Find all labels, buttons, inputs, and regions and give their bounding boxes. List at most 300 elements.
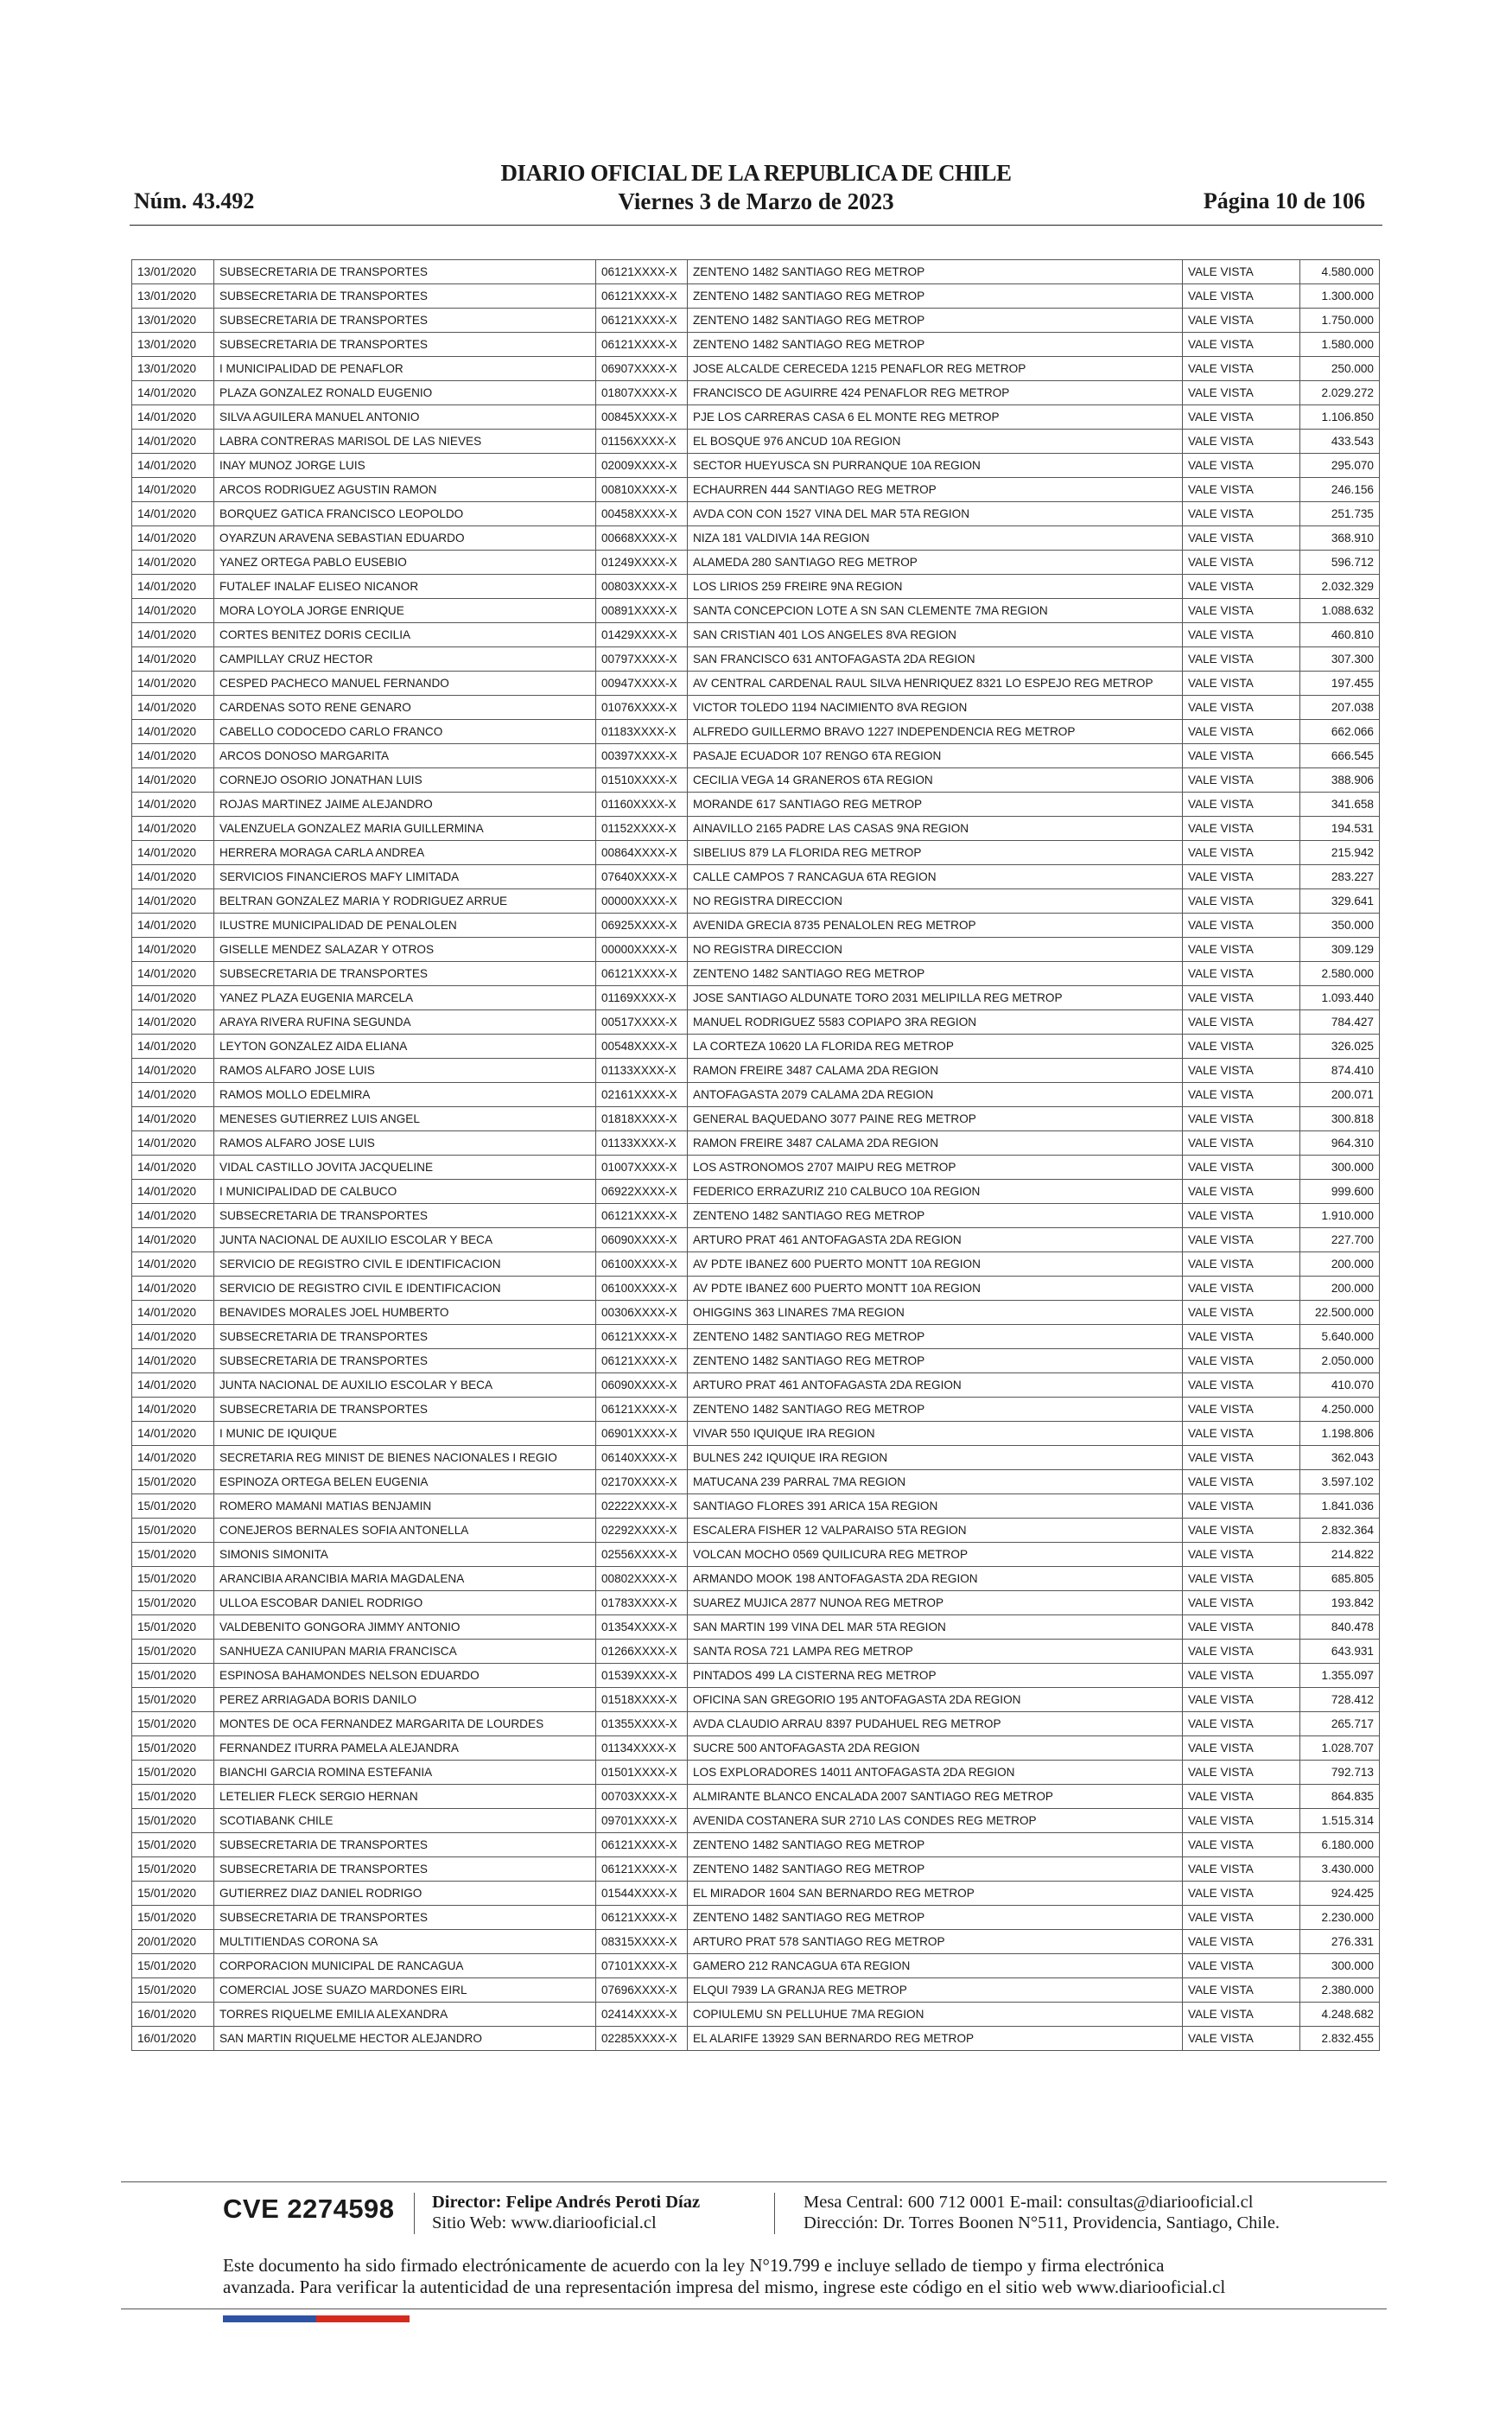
table-row xyxy=(132,647,1380,672)
row-payment-type: VALE VISTA xyxy=(1183,914,1300,938)
contact-line: Mesa Central: 600 712 0001 E-mail: consultas@diariooficial.cl xyxy=(804,2193,1254,2212)
row-rut: 00845XXXX-X xyxy=(596,405,688,430)
row-name: RAMOS ALFARO JOSE LUIS xyxy=(214,1131,596,1156)
row-rut: 02292XXXX-X xyxy=(596,1519,688,1543)
row-rut: 06121XXXX-X xyxy=(596,1204,688,1228)
row-payment-type: VALE VISTA xyxy=(1183,1591,1300,1615)
row-name: ARCOS DONOSO MARGARITA xyxy=(214,744,596,768)
row-name: LETELIER FLECK SERGIO HERNAN xyxy=(214,1785,596,1809)
row-amount: 666.545 xyxy=(1300,744,1380,768)
row-name: SUBSECRETARIA DE TRANSPORTES xyxy=(214,962,596,986)
row-rut: 01007XXXX-X xyxy=(596,1156,688,1180)
row-date: 14/01/2020 xyxy=(132,526,214,551)
row-rut: 01133XXXX-X xyxy=(596,1059,688,1083)
table-row xyxy=(132,1446,1380,1470)
row-payment-type: VALE VISTA xyxy=(1183,1035,1300,1059)
table-row xyxy=(132,1591,1380,1615)
row-address: ZENTENO 1482 SANTIAGO REG METROP xyxy=(688,962,1183,986)
row-amount: 874.410 xyxy=(1300,1059,1380,1083)
row-payment-type: VALE VISTA xyxy=(1183,1567,1300,1591)
row-date: 14/01/2020 xyxy=(132,454,214,478)
row-address: SUAREZ MUJICA 2877 NUNOA REG METROP xyxy=(688,1591,1183,1615)
row-amount: 194.531 xyxy=(1300,817,1380,841)
row-rut: 01156XXXX-X xyxy=(596,430,688,454)
row-amount: 1.750.000 xyxy=(1300,309,1380,333)
signature-note-line-2: avanzada. Para verificar la autenticidad de una representación impresa del mismo, ingrese este código en el sitio web www.diariooficial.cl xyxy=(223,2277,1226,2297)
row-address: ZENTENO 1482 SANTIAGO REG METROP xyxy=(688,1349,1183,1373)
row-address: CECILIA VEGA 14 GRANEROS 6TA REGION xyxy=(688,768,1183,793)
row-amount: 1.300.000 xyxy=(1300,284,1380,309)
row-rut: 01169XXXX-X xyxy=(596,986,688,1010)
row-date: 15/01/2020 xyxy=(132,1470,214,1494)
row-name: SUBSECRETARIA DE TRANSPORTES xyxy=(214,309,596,333)
row-date: 14/01/2020 xyxy=(132,1131,214,1156)
row-amount: 2.050.000 xyxy=(1300,1349,1380,1373)
row-address: ALMIRANTE BLANCO ENCALADA 2007 SANTIAGO REG METROP xyxy=(688,1785,1183,1809)
table-row xyxy=(132,1930,1380,1954)
table-row xyxy=(132,405,1380,430)
row-rut: 01807XXXX-X xyxy=(596,381,688,405)
table-row xyxy=(132,2027,1380,2051)
row-payment-type: VALE VISTA xyxy=(1183,1978,1300,2003)
table-row xyxy=(132,284,1380,309)
row-name: BIANCHI GARCIA ROMINA ESTEFANIA xyxy=(214,1761,596,1785)
table-row xyxy=(132,551,1380,575)
table-row xyxy=(132,454,1380,478)
table-row xyxy=(132,1059,1380,1083)
row-amount: 341.658 xyxy=(1300,793,1380,817)
row-amount: 300.000 xyxy=(1300,1156,1380,1180)
row-address: VICTOR TOLEDO 1194 NACIMIENTO 8VA REGION xyxy=(688,696,1183,720)
row-address: ECHAURREN 444 SANTIAGO REG METROP xyxy=(688,478,1183,502)
table-row xyxy=(132,1010,1380,1035)
row-name: VALENZUELA GONZALEZ MARIA GUILLERMINA xyxy=(214,817,596,841)
row-name: SERVICIOS FINANCIEROS MAFY LIMITADA xyxy=(214,865,596,889)
row-amount: 864.835 xyxy=(1300,1785,1380,1809)
row-payment-type: VALE VISTA xyxy=(1183,357,1300,381)
row-address: AVDA CLAUDIO ARRAU 8397 PUDAHUEL REG METROP xyxy=(688,1712,1183,1736)
row-payment-type: VALE VISTA xyxy=(1183,1640,1300,1664)
row-rut: 06121XXXX-X xyxy=(596,333,688,357)
row-rut: 01134XXXX-X xyxy=(596,1736,688,1761)
row-payment-type: VALE VISTA xyxy=(1183,1833,1300,1857)
director-line: Director: Felipe Andrés Peroti Díaz xyxy=(432,2193,701,2212)
row-date: 14/01/2020 xyxy=(132,1252,214,1277)
row-amount: 924.425 xyxy=(1300,1882,1380,1906)
row-rut: 06121XXXX-X xyxy=(596,1349,688,1373)
row-name: ROJAS MARTINEZ JAIME ALEJANDRO xyxy=(214,793,596,817)
row-date: 14/01/2020 xyxy=(132,1059,214,1083)
row-date: 14/01/2020 xyxy=(132,1156,214,1180)
row-payment-type: VALE VISTA xyxy=(1183,744,1300,768)
row-name: OYARZUN ARAVENA SEBASTIAN EDUARDO xyxy=(214,526,596,551)
row-rut: 06090XXXX-X xyxy=(596,1228,688,1252)
row-name: ILUSTRE MUNICIPALIDAD DE PENALOLEN xyxy=(214,914,596,938)
row-rut: 06121XXXX-X xyxy=(596,1857,688,1882)
row-rut: 06121XXXX-X xyxy=(596,1398,688,1422)
row-address: VIVAR 550 IQUIQUE IRA REGION xyxy=(688,1422,1183,1446)
row-amount: 388.906 xyxy=(1300,768,1380,793)
row-payment-type: VALE VISTA xyxy=(1183,1615,1300,1640)
row-date: 14/01/2020 xyxy=(132,1228,214,1252)
row-name: RAMOS MOLLO EDELMIRA xyxy=(214,1083,596,1107)
row-rut: 00306XXXX-X xyxy=(596,1301,688,1325)
table-row xyxy=(132,1131,1380,1156)
row-address: JOSE ALCALDE CERECEDA 1215 PENAFLOR REG METROP xyxy=(688,357,1183,381)
row-payment-type: VALE VISTA xyxy=(1183,938,1300,962)
row-date: 15/01/2020 xyxy=(132,1688,214,1712)
row-rut: 00803XXXX-X xyxy=(596,575,688,599)
row-payment-type: VALE VISTA xyxy=(1183,1906,1300,1930)
row-name: ARANCIBIA ARANCIBIA MARIA MAGDALENA xyxy=(214,1567,596,1591)
cve-code: CVE 2274598 xyxy=(223,2194,395,2224)
row-rut: 01783XXXX-X xyxy=(596,1591,688,1615)
row-rut: 00548XXXX-X xyxy=(596,1035,688,1059)
row-rut: 00891XXXX-X xyxy=(596,599,688,623)
row-date: 13/01/2020 xyxy=(132,333,214,357)
row-payment-type: VALE VISTA xyxy=(1183,1107,1300,1131)
row-amount: 207.038 xyxy=(1300,696,1380,720)
row-payment-type: VALE VISTA xyxy=(1183,865,1300,889)
table-row xyxy=(132,1180,1380,1204)
table-row xyxy=(132,1664,1380,1688)
website-line: Sitio Web: www.diariooficial.cl xyxy=(432,2213,657,2232)
row-name: PEREZ ARRIAGADA BORIS DANILO xyxy=(214,1688,596,1712)
row-amount: 4.580.000 xyxy=(1300,260,1380,284)
row-address: AV PDTE IBANEZ 600 PUERTO MONTT 10A REGION xyxy=(688,1277,1183,1301)
row-rut: 06121XXXX-X xyxy=(596,309,688,333)
row-rut: 00397XXXX-X xyxy=(596,744,688,768)
row-payment-type: VALE VISTA xyxy=(1183,575,1300,599)
row-name: SECRETARIA REG MINIST DE BIENES NACIONALES I REGIO xyxy=(214,1446,596,1470)
row-amount: 214.822 xyxy=(1300,1543,1380,1567)
row-name: SILVA AGUILERA MANUEL ANTONIO xyxy=(214,405,596,430)
row-payment-type: VALE VISTA xyxy=(1183,1083,1300,1107)
table-row xyxy=(132,1277,1380,1301)
row-address: SUCRE 500 ANTOFAGASTA 2DA REGION xyxy=(688,1736,1183,1761)
table-row xyxy=(132,1615,1380,1640)
row-amount: 999.600 xyxy=(1300,1180,1380,1204)
row-rut: 01354XXXX-X xyxy=(596,1615,688,1640)
row-payment-type: VALE VISTA xyxy=(1183,478,1300,502)
row-date: 15/01/2020 xyxy=(132,1519,214,1543)
row-rut: 09701XXXX-X xyxy=(596,1809,688,1833)
row-rut: 01510XXXX-X xyxy=(596,768,688,793)
row-amount: 1.355.097 xyxy=(1300,1664,1380,1688)
row-payment-type: VALE VISTA xyxy=(1183,1010,1300,1035)
row-rut: 02222XXXX-X xyxy=(596,1494,688,1519)
row-name: I MUNICIPALIDAD DE PENAFLOR xyxy=(214,357,596,381)
row-amount: 2.029.272 xyxy=(1300,381,1380,405)
table-row xyxy=(132,1252,1380,1277)
row-payment-type: VALE VISTA xyxy=(1183,1857,1300,1882)
row-amount: 246.156 xyxy=(1300,478,1380,502)
row-name: SUBSECRETARIA DE TRANSPORTES xyxy=(214,1325,596,1349)
row-rut: 06121XXXX-X xyxy=(596,962,688,986)
row-name: CORNEJO OSORIO JONATHAN LUIS xyxy=(214,768,596,793)
row-address: MORANDE 617 SANTIAGO REG METROP xyxy=(688,793,1183,817)
row-date: 15/01/2020 xyxy=(132,1543,214,1567)
row-name: SUBSECRETARIA DE TRANSPORTES xyxy=(214,260,596,284)
row-amount: 309.129 xyxy=(1300,938,1380,962)
row-rut: 01544XXXX-X xyxy=(596,1882,688,1906)
row-name: SAN MARTIN RIQUELME HECTOR ALEJANDRO xyxy=(214,2027,596,2051)
row-amount: 596.712 xyxy=(1300,551,1380,575)
row-date: 14/01/2020 xyxy=(132,1373,214,1398)
row-date: 15/01/2020 xyxy=(132,1954,214,1978)
row-date: 14/01/2020 xyxy=(132,696,214,720)
signature-note-line-1: Este documento ha sido firmado electrónicamente de acuerdo con la ley N°19.799 e incluye sellado de tiempo y firma electrónica xyxy=(223,2255,1165,2276)
row-date: 15/01/2020 xyxy=(132,1736,214,1761)
row-address: AVENIDA GRECIA 8735 PENALOLEN REG METROP xyxy=(688,914,1183,938)
row-date: 16/01/2020 xyxy=(132,2027,214,2051)
row-address: ARTURO PRAT 461 ANTOFAGASTA 2DA REGION xyxy=(688,1373,1183,1398)
row-amount: 193.842 xyxy=(1300,1591,1380,1615)
row-rut: 02009XXXX-X xyxy=(596,454,688,478)
row-name: SUBSECRETARIA DE TRANSPORTES xyxy=(214,1906,596,1930)
table-row xyxy=(132,914,1380,938)
row-address: ZENTENO 1482 SANTIAGO REG METROP xyxy=(688,333,1183,357)
table-row xyxy=(132,1301,1380,1325)
table-row xyxy=(132,1349,1380,1373)
row-rut: 01539XXXX-X xyxy=(596,1664,688,1688)
row-amount: 2.032.329 xyxy=(1300,575,1380,599)
row-amount: 4.248.682 xyxy=(1300,2003,1380,2027)
row-name: RAMOS ALFARO JOSE LUIS xyxy=(214,1059,596,1083)
table-row xyxy=(132,1156,1380,1180)
row-payment-type: VALE VISTA xyxy=(1183,430,1300,454)
table-row xyxy=(132,1736,1380,1761)
row-payment-type: VALE VISTA xyxy=(1183,1180,1300,1204)
table-row xyxy=(132,793,1380,817)
row-name: MULTITIENDAS CORONA SA xyxy=(214,1930,596,1954)
table-row xyxy=(132,1567,1380,1591)
table-row xyxy=(132,1882,1380,1906)
row-amount: 307.300 xyxy=(1300,647,1380,672)
row-address: PJE LOS CARRERAS CASA 6 EL MONTE REG METROP xyxy=(688,405,1183,430)
row-date: 14/01/2020 xyxy=(132,405,214,430)
row-address: ZENTENO 1482 SANTIAGO REG METROP xyxy=(688,1906,1183,1930)
row-rut: 01249XXXX-X xyxy=(596,551,688,575)
row-date: 14/01/2020 xyxy=(132,938,214,962)
flag-stripe xyxy=(223,2315,410,2322)
table-row xyxy=(132,1470,1380,1494)
row-rut: 00000XXXX-X xyxy=(596,889,688,914)
row-payment-type: VALE VISTA xyxy=(1183,672,1300,696)
row-amount: 1.088.632 xyxy=(1300,599,1380,623)
row-amount: 433.543 xyxy=(1300,430,1380,454)
row-payment-type: VALE VISTA xyxy=(1183,1277,1300,1301)
row-name: HERRERA MORAGA CARLA ANDREA xyxy=(214,841,596,865)
row-payment-type: VALE VISTA xyxy=(1183,551,1300,575)
row-name: BENAVIDES MORALES JOEL HUMBERTO xyxy=(214,1301,596,1325)
table-row xyxy=(132,1543,1380,1567)
row-date: 14/01/2020 xyxy=(132,430,214,454)
row-date: 15/01/2020 xyxy=(132,1494,214,1519)
row-payment-type: VALE VISTA xyxy=(1183,1373,1300,1398)
footer-separator-2 xyxy=(774,2193,775,2234)
row-address: FEDERICO ERRAZURIZ 210 CALBUCO 10A REGION xyxy=(688,1180,1183,1204)
row-name: SCOTIABANK CHILE xyxy=(214,1809,596,1833)
row-payment-type: VALE VISTA xyxy=(1183,1785,1300,1809)
row-rut: 00864XXXX-X xyxy=(596,841,688,865)
row-rut: 01355XXXX-X xyxy=(596,1712,688,1736)
row-address: EL ALARIFE 13929 SAN BERNARDO REG METROP xyxy=(688,2027,1183,2051)
table-row xyxy=(132,1373,1380,1398)
row-date: 15/01/2020 xyxy=(132,1809,214,1833)
row-rut: 00802XXXX-X xyxy=(596,1567,688,1591)
row-name: FUTALEF INALAF ELISEO NICANOR xyxy=(214,575,596,599)
row-amount: 326.025 xyxy=(1300,1035,1380,1059)
row-amount: 368.910 xyxy=(1300,526,1380,551)
row-rut: 02170XXXX-X xyxy=(596,1470,688,1494)
row-amount: 840.478 xyxy=(1300,1615,1380,1640)
table-row xyxy=(132,357,1380,381)
row-amount: 22.500.000 xyxy=(1300,1301,1380,1325)
row-name: ARCOS RODRIGUEZ AGUSTIN RAMON xyxy=(214,478,596,502)
row-address: PINTADOS 499 LA CISTERNA REG METROP xyxy=(688,1664,1183,1688)
publication-date: Viernes 3 de Marzo de 2023 xyxy=(618,188,894,214)
row-date: 14/01/2020 xyxy=(132,914,214,938)
row-amount: 362.043 xyxy=(1300,1446,1380,1470)
row-date: 14/01/2020 xyxy=(132,672,214,696)
row-name: VIDAL CASTILLO JOVITA JACQUELINE xyxy=(214,1156,596,1180)
row-date: 14/01/2020 xyxy=(132,817,214,841)
row-payment-type: VALE VISTA xyxy=(1183,1301,1300,1325)
row-rut: 06121XXXX-X xyxy=(596,284,688,309)
row-address: VOLCAN MOCHO 0569 QUILICURA REG METROP xyxy=(688,1543,1183,1567)
row-name: YANEZ ORTEGA PABLO EUSEBIO xyxy=(214,551,596,575)
row-name: SUBSECRETARIA DE TRANSPORTES xyxy=(214,1204,596,1228)
row-amount: 329.641 xyxy=(1300,889,1380,914)
row-payment-type: VALE VISTA xyxy=(1183,1543,1300,1567)
row-amount: 1.910.000 xyxy=(1300,1204,1380,1228)
row-address: SECTOR HUEYUSCA SN PURRANQUE 10A REGION xyxy=(688,454,1183,478)
row-date: 14/01/2020 xyxy=(132,575,214,599)
row-date: 13/01/2020 xyxy=(132,309,214,333)
row-amount: 300.000 xyxy=(1300,1954,1380,1978)
row-payment-type: VALE VISTA xyxy=(1183,1398,1300,1422)
row-name: LABRA CONTRERAS MARISOL DE LAS NIEVES xyxy=(214,430,596,454)
row-amount: 200.000 xyxy=(1300,1277,1380,1301)
row-amount: 197.455 xyxy=(1300,672,1380,696)
table-row xyxy=(132,672,1380,696)
row-payment-type: VALE VISTA xyxy=(1183,817,1300,841)
row-payment-type: VALE VISTA xyxy=(1183,1494,1300,1519)
row-rut: 01518XXXX-X xyxy=(596,1688,688,1712)
row-date: 16/01/2020 xyxy=(132,2003,214,2027)
row-rut: 07640XXXX-X xyxy=(596,865,688,889)
footer-separator xyxy=(414,2193,415,2234)
row-payment-type: VALE VISTA xyxy=(1183,333,1300,357)
row-date: 14/01/2020 xyxy=(132,962,214,986)
row-rut: 06901XXXX-X xyxy=(596,1422,688,1446)
row-address: SIBELIUS 879 LA FLORIDA REG METROP xyxy=(688,841,1183,865)
row-date: 15/01/2020 xyxy=(132,1978,214,2003)
row-amount: 276.331 xyxy=(1300,1930,1380,1954)
row-rut: 06121XXXX-X xyxy=(596,260,688,284)
row-address: JOSE SANTIAGO ALDUNATE TORO 2031 MELIPILLA REG METROP xyxy=(688,986,1183,1010)
row-amount: 251.735 xyxy=(1300,502,1380,526)
row-rut: 01818XXXX-X xyxy=(596,1107,688,1131)
row-date: 14/01/2020 xyxy=(132,1180,214,1204)
row-address: SANTA CONCEPCION LOTE A SN SAN CLEMENTE 7MA REGION xyxy=(688,599,1183,623)
table-row xyxy=(132,526,1380,551)
table-row xyxy=(132,309,1380,333)
table-row xyxy=(132,1325,1380,1349)
row-date: 14/01/2020 xyxy=(132,1349,214,1373)
row-amount: 460.810 xyxy=(1300,623,1380,647)
row-date: 14/01/2020 xyxy=(132,1277,214,1301)
row-rut: 00947XXXX-X xyxy=(596,672,688,696)
row-date: 15/01/2020 xyxy=(132,1591,214,1615)
row-name: COMERCIAL JOSE SUAZO MARDONES EIRL xyxy=(214,1978,596,2003)
row-payment-type: VALE VISTA xyxy=(1183,381,1300,405)
row-rut: 06121XXXX-X xyxy=(596,1906,688,1930)
row-amount: 300.818 xyxy=(1300,1107,1380,1131)
row-address: AVENIDA COSTANERA SUR 2710 LAS CONDES REG METROP xyxy=(688,1809,1183,1833)
row-date: 15/01/2020 xyxy=(132,1615,214,1640)
row-amount: 3.597.102 xyxy=(1300,1470,1380,1494)
row-name: ESPINOZA ORTEGA BELEN EUGENIA xyxy=(214,1470,596,1494)
row-date: 14/01/2020 xyxy=(132,1446,214,1470)
table-row xyxy=(132,1761,1380,1785)
row-name: VALDEBENITO GONGORA JIMMY ANTONIO xyxy=(214,1615,596,1640)
row-address: NO REGISTRA DIRECCION xyxy=(688,889,1183,914)
row-name: ROMERO MAMANI MATIAS BENJAMIN xyxy=(214,1494,596,1519)
row-name: MENESES GUTIERREZ LUIS ANGEL xyxy=(214,1107,596,1131)
issue-number: Núm. 43.492 xyxy=(134,188,255,213)
row-payment-type: VALE VISTA xyxy=(1183,1930,1300,1954)
row-date: 13/01/2020 xyxy=(132,284,214,309)
row-payment-type: VALE VISTA xyxy=(1183,1422,1300,1446)
row-address: ZENTENO 1482 SANTIAGO REG METROP xyxy=(688,1857,1183,1882)
row-name: CAMPILLAY CRUZ HECTOR xyxy=(214,647,596,672)
row-date: 15/01/2020 xyxy=(132,1567,214,1591)
row-date: 14/01/2020 xyxy=(132,551,214,575)
row-date: 14/01/2020 xyxy=(132,1107,214,1131)
table-row xyxy=(132,430,1380,454)
row-address: SAN FRANCISCO 631 ANTOFAGASTA 2DA REGION xyxy=(688,647,1183,672)
row-name: JUNTA NACIONAL DE AUXILIO ESCOLAR Y BECA xyxy=(214,1228,596,1252)
row-payment-type: VALE VISTA xyxy=(1183,768,1300,793)
row-date: 14/01/2020 xyxy=(132,889,214,914)
row-payment-type: VALE VISTA xyxy=(1183,1882,1300,1906)
row-amount: 215.942 xyxy=(1300,841,1380,865)
row-name: GUTIERREZ DIAZ DANIEL RODRIGO xyxy=(214,1882,596,1906)
row-name: ULLOA ESCOBAR DANIEL RODRIGO xyxy=(214,1591,596,1615)
header-divider xyxy=(130,225,1382,226)
table-row xyxy=(132,1107,1380,1131)
row-amount: 2.230.000 xyxy=(1300,1906,1380,1930)
row-address: GENERAL BAQUEDANO 3077 PAINE REG METROP xyxy=(688,1107,1183,1131)
row-date: 15/01/2020 xyxy=(132,1785,214,1809)
flag-red-segment xyxy=(316,2315,410,2322)
row-payment-type: VALE VISTA xyxy=(1183,1688,1300,1712)
address-line: Dirección: Dr. Torres Boonen N°511, Providencia, Santiago, Chile. xyxy=(804,2213,1280,2232)
row-rut: 01266XXXX-X xyxy=(596,1640,688,1664)
page-header xyxy=(0,0,1512,225)
row-rut: 00458XXXX-X xyxy=(596,502,688,526)
row-payment-type: VALE VISTA xyxy=(1183,962,1300,986)
row-date: 15/01/2020 xyxy=(132,1833,214,1857)
table-body xyxy=(132,260,1380,2051)
row-amount: 1.841.036 xyxy=(1300,1494,1380,1519)
row-amount: 410.070 xyxy=(1300,1373,1380,1398)
row-address: NO REGISTRA DIRECCION xyxy=(688,938,1183,962)
row-address: SAN CRISTIAN 401 LOS ANGELES 8VA REGION xyxy=(688,623,1183,647)
row-amount: 964.310 xyxy=(1300,1131,1380,1156)
